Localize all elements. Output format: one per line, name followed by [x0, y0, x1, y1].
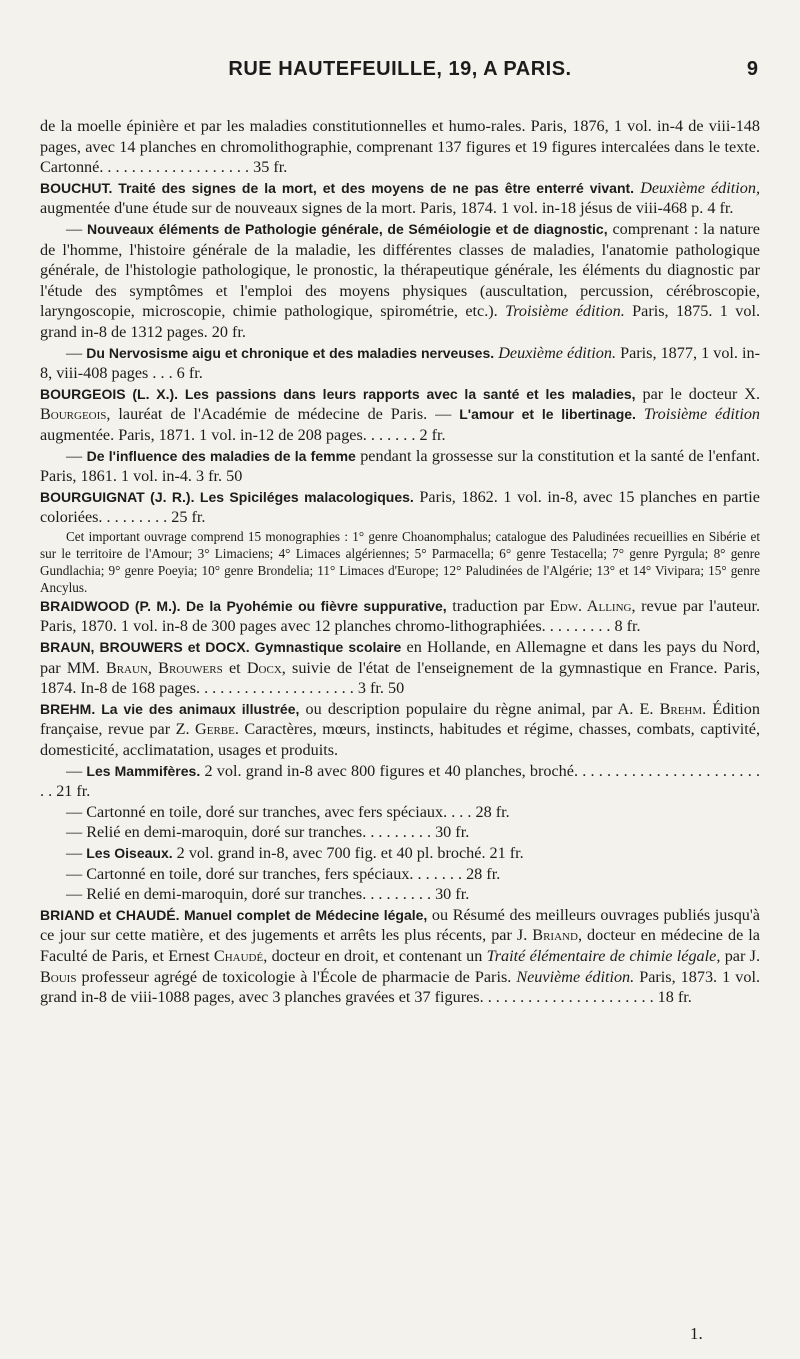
entry-text: ou description populaire du règne animal, par A. E.: [299, 699, 660, 718]
entry-text: Paris, 1875. 1 vol. grand in-8 de 1312 pages. 20 fr.: [40, 302, 760, 341]
entry-heading: Les Mammifères.: [86, 762, 201, 779]
entry-text: Edw. Alling: [549, 596, 632, 615]
entry-text: augmentée d'une étude sur de nouveaux signes de la mort. Paris, 1874. 1 vol. in-18 jésus de viii-468 p. 4 fr.: [40, 199, 734, 218]
entry-text: Deuxième édition,: [640, 178, 761, 197]
entry-text: Troisième édition: [643, 405, 761, 424]
entry-text: Neuvième édition.: [516, 967, 635, 986]
entry-text: Bouis: [40, 967, 77, 986]
entry-text: —: [66, 844, 87, 862]
entry-text: [636, 405, 644, 423]
entry-text: — Cartonné en toile, doré sur tranches, fers spéciaux. . . . . . . 28 fr.: [66, 864, 501, 883]
entry-text: —: [66, 219, 88, 238]
catalog-entry: [40, 487, 760, 528]
catalog-entry: [40, 596, 760, 637]
entry-text: en Hollande, en Allemagne et dans les pays du Nord, par MM.: [40, 638, 760, 677]
entry-heading: De l'influence des maladies de la femme: [86, 447, 356, 464]
entry-text: — Relié en demi-maroquin, doré sur tranches. . . . . . . . . 30 fr.: [66, 823, 470, 842]
entry-heading: BREHM. La vie des animaux illustrée,: [40, 700, 300, 717]
catalog-entry: [40, 219, 760, 343]
catalog-entry: [40, 116, 760, 178]
catalog-entry: [40, 699, 760, 761]
entry-text: — Cartonné en toile, doré sur tranches, avec fers spéciaux. . . . 28 fr.: [66, 802, 510, 821]
entry-heading: Les Oiseaux.: [86, 845, 173, 861]
entry-text: , suivie de l'état de l'enseignement de la gymnastique en France. Paris, 1874. In-8 de 168 pages. . . . . . . . . . . . . . . . . . . . 3 fr. 50: [40, 658, 761, 698]
entry-text: Bourgeois: [40, 405, 107, 424]
entry-heading: BOURGUIGNAT (J. R.). Les Spiciléges malacologiques.: [40, 488, 414, 505]
entry-heading: BRIAND et CHAUDÉ. Manuel complet de Médecine légale,: [40, 906, 428, 923]
entry-text: traduction par: [446, 596, 550, 615]
entry-text: 2 vol. grand in-8 avec 800 figures et 40 planches, broché. . . . . . . . . . . . . . . . . . . . . . . . . 21 fr.: [40, 761, 761, 801]
catalog-entry: [40, 637, 760, 699]
catalog-entry: [40, 884, 760, 905]
entry-heading: BOURGEOIS (L. X.). Les passions dans leurs rapports avec la santé et les maladies,: [40, 385, 636, 402]
entry-text: Cet important ouvrage comprend 15 monographies : 1° genre Choanomphalus; catalogue des Paludinées recueillies en Sibérie et sur le territoire de l'Amour; 3° Limaciens; 4° Limaces algériennes; 5° Parmacella; 6° genre Testacella; 7° genre Pyrgula; 8° genre Gundlachia; 9° genre Poeyia; 10° genre Brondelia; 11° Limaces d'Europe; 12° Paludinées de l'Algérie; 13° et 14° Vivipara; 15° genre Ancylus.: [40, 528, 760, 595]
entry-heading: Du Nervosisme aigu et chronique et des maladies nerveuses.: [86, 344, 495, 361]
catalog-entry: [40, 178, 760, 219]
catalog-entry: [40, 761, 760, 802]
entry-text: par le docteur X.: [635, 384, 760, 403]
entry-text: Docx: [246, 658, 282, 677]
entry-text: Brehm: [659, 699, 703, 718]
entry-heading: L'amour et le libertinage.: [459, 406, 636, 423]
running-header: [42, 58, 758, 88]
entry-text: Chaudé: [213, 946, 264, 965]
entry-text: Paris, 1873. 1 vol. grand in-8 de viii-1088 pages, avec 3 planches gravées et 37 figures. . . . . . . . . . . . . . . . . . . . . . 18 fr.: [40, 967, 760, 1007]
entry-text: professeur agrégé de toxicologie à l'École de pharmacie de Paris.: [76, 967, 517, 986]
entry-heading: Nouveaux éléments de Pathologie générale, de Séméiologie et de diagnostic,: [87, 220, 608, 237]
running-title: RUE HAUTEFEUILLE, 19, A PARIS.: [228, 58, 572, 80]
entry-heading: BRAUN, BROUWERS et DOCX. Gymnastique scolaire: [40, 639, 402, 656]
catalog-entry: [40, 446, 760, 487]
entry-text: Braun, Brouwers: [105, 658, 223, 677]
entry-text: Paris, 1877, 1 vol. in-8, viii-408 pages . . . 6 fr.: [40, 343, 761, 383]
entry-text: , docteur en médecine de la Faculté de Paris, et Ernest: [40, 926, 760, 965]
entry-text: Deuxième édition.: [498, 343, 617, 362]
entry-text: — Relié en demi-maroquin, doré sur tranches. . . . . . . . . 30 fr.: [66, 885, 470, 904]
entry-text: . Caractères, mœurs, instincts, habitudes et régime, chasses, combats, captivité, domesticité, acclimatation, usages et produits.: [40, 720, 761, 760]
catalog-entry: [40, 843, 760, 864]
entry-text: —: [66, 343, 87, 362]
catalog-entry: [40, 802, 760, 823]
entry-text: —: [66, 446, 87, 465]
page-number: 9: [746, 58, 758, 80]
entry-heading: BOUCHUT. Traité des signes de la mort, et des moyens de ne pas être enterré vivant.: [40, 179, 635, 196]
entry-text: augmentée. Paris, 1871. 1 vol. in-12 de 208 pages. . . . . . . 2 fr.: [40, 425, 446, 444]
entry-text: —: [66, 761, 87, 780]
entry-text: Paris, 1862. 1 vol. in-8, avec 15 planches en partie coloriées. . . . . . . . . 25 fr.: [40, 487, 760, 527]
entry-text: Gerbe: [195, 720, 235, 739]
entry-text: Briand: [532, 926, 578, 945]
entry-heading: BRAIDWOOD (P. M.). De la Pyohémie ou fièvre suppurative,: [40, 597, 447, 614]
entry-text: comprenant : la nature de l'homme, l'histoire générale de la maladie, les différentes classes de maladies, l'anatomie pathologique générale, de l'histologie pathologique, le pronostic, la thérapeutique générale, les éléments du diagnostic par l'étude des symptômes et l'emploi des moyens physiques (auscultation, percussion, cérébroscopie, laryngoscopie, microscopie, chimie pathologique, spirométrie, etc.).: [40, 219, 760, 321]
entry-text: 2 vol. grand in-8, avec 700 fig. et 40 pl. broché. 21 fr.: [172, 844, 524, 862]
catalog-entry: [40, 384, 760, 446]
catalog-note: [40, 528, 760, 596]
signature-mark: 1.: [690, 1324, 703, 1343]
entry-text: , lauréat de l'Académie de médecine de Paris. —: [106, 405, 460, 424]
catalog-entries: [40, 116, 760, 1008]
entry-text: . Édition française, revue par Z.: [40, 699, 760, 739]
entry-text: , docteur en droit, et contenant un: [263, 946, 487, 965]
entry-text: Traité élémentaire de chimie légale,: [486, 946, 721, 965]
entry-text: Troisième édition.: [505, 302, 625, 321]
entry-text: par J.: [720, 946, 761, 965]
entry-text: de la moelle épinière et par les maladies constitutionnelles et humo-rales. Paris, 1876, 1 vol. in-4 de viii-148 pages, avec 14 planches en chromolithographie, comprenant 137 figures et 19 figures intercalées dans le texte. Cartonné. . . . . . . . . . . . . . . . . . . 35 fr.: [40, 117, 760, 177]
catalog-entry: [40, 905, 760, 1008]
entry-text: et: [222, 658, 247, 677]
catalog-entry: [40, 822, 760, 843]
catalog-entry: [40, 864, 760, 885]
entry-text: , revue par l'auteur. Paris, 1870. 1 vol. in-8 de 300 pages avec 12 planches chromo-lithographiées. . . . . . . . . 8 fr.: [40, 596, 761, 636]
entry-text: pendant la grossesse sur la constitution et la santé de l'enfant. Paris, 1861. 1 vol. in-4. 3 fr. 50: [40, 446, 760, 486]
entry-text: ou Résumé des meilleurs ouvrages publiés jusqu'à ce jour sur cette matière, et des jugements et arrêts les plus récents, par J.: [40, 905, 760, 945]
catalog-entry: [40, 343, 760, 384]
